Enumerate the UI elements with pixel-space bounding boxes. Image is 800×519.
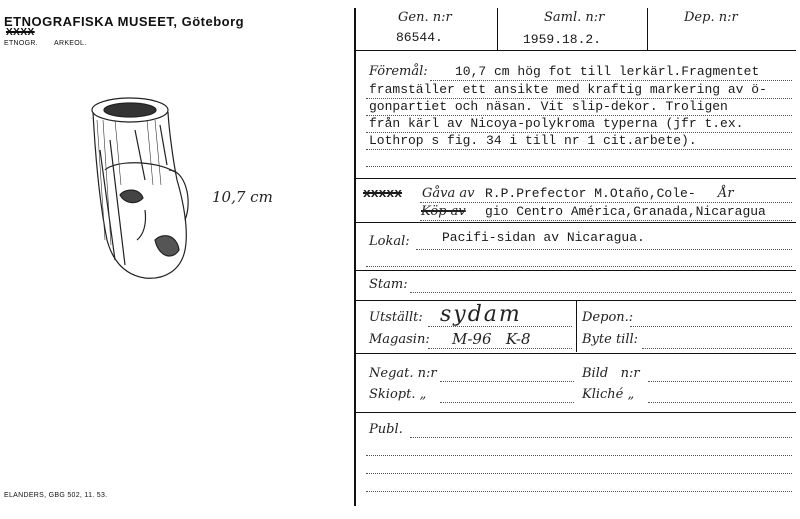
stam-label: Stam: <box>369 277 408 292</box>
magasin-label: Magasin: <box>369 332 430 347</box>
dotline <box>366 491 792 492</box>
utstallt-value: sydam <box>440 302 522 327</box>
dotline <box>410 292 792 293</box>
printer-footer: ELANDERS, GBG 502, 11. 53. <box>4 492 108 499</box>
byte-label: Byte till: <box>582 332 639 347</box>
dept-arkeol: ARKEOL. <box>54 40 87 47</box>
bild-label: Bild n:r <box>582 366 640 381</box>
measure-note: 10,7 cm <box>212 188 273 206</box>
dotline <box>430 80 792 81</box>
vessel-foot-sketch <box>85 90 205 290</box>
form-left-border <box>354 8 356 506</box>
negat-label: Negat. n:r <box>369 366 437 381</box>
dotline <box>366 455 792 456</box>
section-rule <box>356 353 796 354</box>
dotline <box>366 266 792 267</box>
gava-label: Gåva av <box>422 186 475 201</box>
foremal-label: Föremål: <box>369 64 428 79</box>
dotline <box>440 381 574 382</box>
saml-value: 1959.18.2. <box>523 32 602 47</box>
gen-label: Gen. n:r <box>398 10 452 25</box>
header-divider-2 <box>647 8 648 50</box>
gen-value: 86544. <box>396 30 443 45</box>
magasin-value: M-96 K-8 <box>452 330 531 348</box>
gava-value-1: R.P.Prefector M.Otaño,Cole- <box>485 186 696 201</box>
section-rule <box>356 222 796 223</box>
lokal-value: Pacifi-sidan av Nicaragua. <box>442 230 645 245</box>
utstallt-label: Utställt: <box>369 310 423 325</box>
dotline <box>366 149 792 150</box>
dotline <box>642 348 792 349</box>
foremal-line-4: från kärl av Nicoya-polykroma typerna (jfr t.ex. <box>369 116 744 131</box>
dotline <box>420 202 792 203</box>
struck-code: XXXX <box>6 27 35 38</box>
museum-title: ETNOGRAFISKA MUSEET, Göteborg <box>4 14 245 29</box>
dep-label: Dep. n:r <box>684 10 738 25</box>
dotline <box>428 326 572 327</box>
column-divider <box>576 300 577 352</box>
header-bottom-rule <box>356 50 796 51</box>
foremal-line-3: gonpartiet och näsan. Vit slip-dekor. Troligen <box>369 99 728 114</box>
dotline <box>416 249 792 250</box>
dotline <box>366 473 792 474</box>
kliche-label: Kliché „ <box>582 387 635 402</box>
foremal-line-5: Lothrop s fig. 34 i till nr 1 cit.arbete). <box>369 133 697 148</box>
foremal-line-1: 10,7 cm hög fot till lerkärl.Fragmentet <box>455 64 760 79</box>
dotline <box>410 437 792 438</box>
kop-label: Köp av <box>421 204 466 219</box>
dotline <box>630 326 792 327</box>
section-rule <box>356 412 796 413</box>
depon-label: Depon.: <box>582 310 634 325</box>
header-divider-1 <box>497 8 498 50</box>
ar-label: År <box>718 186 734 201</box>
skiopt-label: Skiopt. „ <box>369 387 427 402</box>
dotline <box>648 381 792 382</box>
lokal-label: Lokal: <box>369 234 410 249</box>
struck-prefix: xxxxx <box>363 186 403 201</box>
section-rule <box>356 178 796 179</box>
publ-label: Publ. <box>369 422 403 437</box>
foremal-line-2: framställer ett ansikte med kraftig markering av ö- <box>369 82 767 97</box>
dotline <box>420 220 792 221</box>
dotline <box>648 402 792 403</box>
dotline <box>428 348 572 349</box>
dotline <box>366 166 792 167</box>
saml-label: Saml. n:r <box>544 10 605 25</box>
gava-value-2: gio Centro América,Granada,Nicaragua <box>485 204 766 219</box>
dept-etnogr: ETNOGR. <box>4 40 38 47</box>
dotline <box>440 402 574 403</box>
section-rule <box>356 270 796 271</box>
